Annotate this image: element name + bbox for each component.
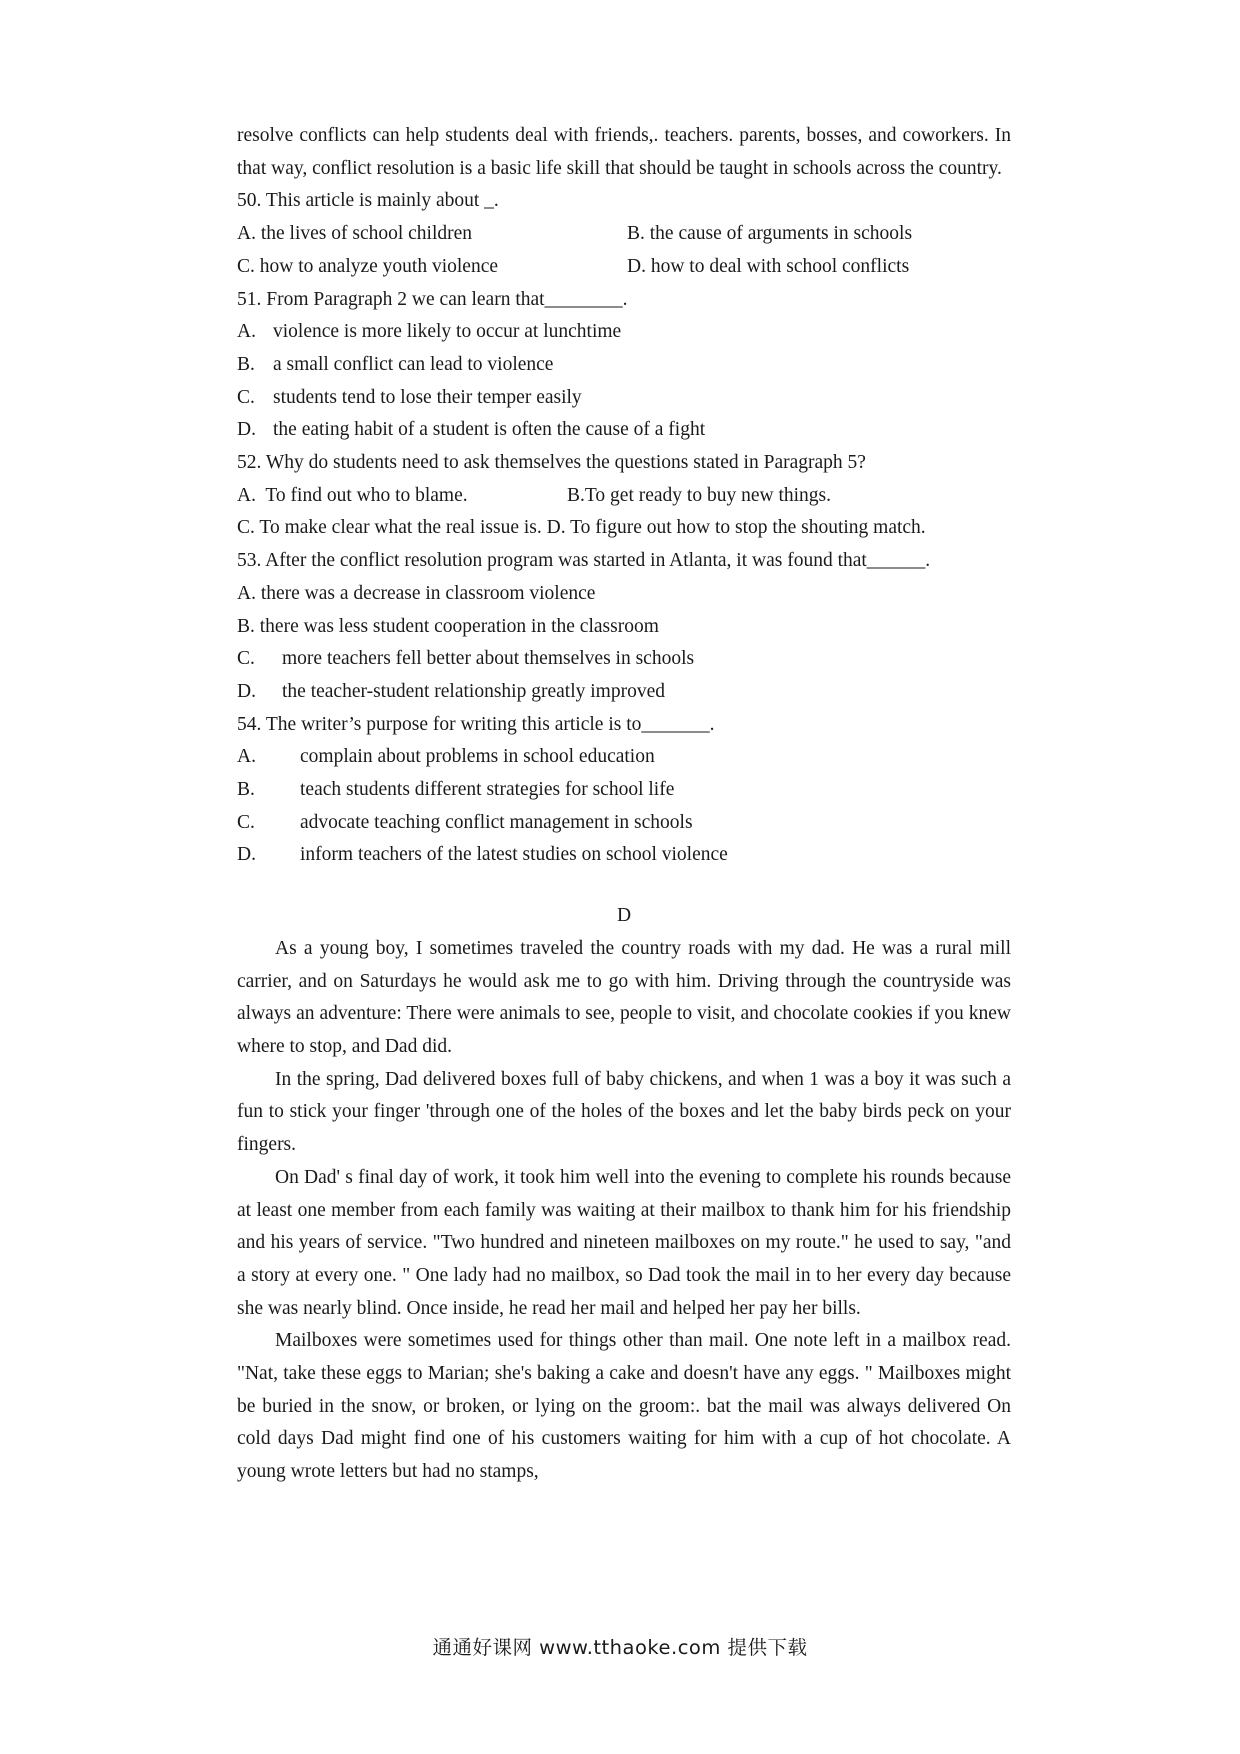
question-50-options-row-2 (237, 251, 1011, 284)
question-50-option-a: A. the lives of school children (237, 223, 473, 245)
document-page (237, 120, 1011, 1489)
question-54-option-a (237, 741, 1011, 774)
option-letter: C. (237, 811, 255, 833)
question-51-option-a (237, 316, 1011, 349)
option-letter: A. (237, 321, 256, 343)
question-51-option-b (237, 349, 1011, 382)
question-52-options-c-d: C. To make clear what the real issue is. D. To figure out how to stop the shouting match. (237, 517, 926, 539)
section-d-title: D (616, 905, 632, 927)
option-letter: B. (237, 353, 255, 375)
option-letter: C. (237, 648, 255, 670)
question-53-option-a: A. there was a decrease in classroom violence (237, 582, 596, 604)
option-text: violence is more likely to occur at lunchtime (273, 321, 622, 343)
question-50-options-row-1 (237, 218, 1011, 251)
question-50-option-b: B. the cause of arguments in schools (627, 223, 913, 245)
question-54-option-b (237, 774, 1011, 807)
option-text: complain about problems in school education (300, 746, 655, 768)
question-50-option-d: D. how to deal with school conflicts (627, 255, 910, 277)
question-50-stem: 50. This article is mainly about _. (237, 190, 499, 212)
section-d-paragraph-3: On Dad' s final day of work, it took him well into the evening to complete his rounds because at least one member from each family was waiting at their mailbox to thank him for his friendship and his years of service. "Two hundred and nineteen mailboxes on my route." he used to say, "and a story at every one. " One lady had no mailbox, so Dad took the mail in to her every day because she was nearly blind. Once inside, he read her mail and helped her pay her bills. (237, 1166, 1011, 1319)
option-letter: D. (237, 844, 256, 866)
intro-paragraph: resolve conflicts can help students deal with friends,. teachers. parents, bosses, and coworkers. In that way, conflict resolution is a basic life skill that should be taught in schools across the country. (237, 125, 1011, 179)
question-50-option-c: C. how to analyze youth violence (237, 255, 499, 277)
question-53-option-d (237, 676, 1011, 709)
question-54-option-c (237, 807, 1011, 840)
page-footer-watermark: 通通好课网 www.tthaoke.com 提供下载 (432, 1636, 808, 1659)
option-text: inform teachers of the latest studies on school violence (300, 844, 728, 866)
question-52-stem: 52. Why do students need to ask themselves the questions stated in Paragraph 5? (237, 452, 866, 474)
question-53-option-b: B. there was less student cooperation in the classroom (237, 615, 659, 637)
option-text: the eating habit of a student is often the cause of a fight (273, 419, 706, 441)
question-53-stem: 53. After the conflict resolution program was started in Atlanta, it was found that______. (237, 550, 931, 572)
section-d-paragraph-1: As a young boy, I sometimes traveled the country roads with my dad. He was a rural mill carrier, and on Saturdays he would ask me to go with him. Driving through the countryside was always an adventure: There were animals to see, people to visit, and chocolate cookies if you knew where to stop, and Dad did. (237, 937, 1011, 1057)
section-d-paragraph-2: In the spring, Dad delivered boxes full of baby chickens, and when 1 was a boy it was such a fun to stick your finger 'through one of the holes of the boxes and let the baby birds peck on your fingers. (237, 1068, 1011, 1156)
option-letter: D. (237, 680, 256, 702)
option-letter: D. (237, 419, 256, 441)
question-52-option-b: B.To get ready to buy new things. (567, 484, 832, 506)
option-text: the teacher-student relationship greatly improved (282, 680, 665, 702)
option-text: a small conflict can lead to violence (273, 353, 554, 375)
option-text: advocate teaching conflict management in schools (300, 811, 693, 833)
option-text: more teachers fell better about themselves in schools (282, 648, 695, 670)
question-52-options-row-1 (237, 480, 1011, 513)
question-51-stem: 51. From Paragraph 2 we can learn that________. (237, 288, 628, 310)
question-54-stem: 54. The writer’s purpose for writing this article is to_______. (237, 713, 715, 735)
question-51-option-d (237, 414, 1011, 447)
question-52-option-a: A. To find out who to blame. (237, 484, 468, 506)
section-d-paragraph-4: Mailboxes were sometimes used for things other than mail. One note left in a mailbox read. "Nat, take these eggs to Marian; she's baking a cake and doesn't have any eggs. " Mailboxes might be buried in the snow, or broken, or lying on the groom:. bat the mail was always delivered On cold days Dad might find one of his customers waiting for him with a cup of hot chocolate. A young wrote letters but had no stamps, (237, 1330, 1011, 1483)
option-text: teach students different strategies for school life (300, 779, 675, 801)
question-51-option-c (237, 382, 1011, 415)
option-letter: C. (237, 386, 255, 408)
option-letter: B. (237, 779, 255, 801)
option-letter: A. (237, 746, 256, 768)
question-53-option-c (237, 643, 1011, 676)
option-text: students tend to lose their temper easily (273, 386, 582, 408)
question-54-option-d (237, 839, 1011, 872)
